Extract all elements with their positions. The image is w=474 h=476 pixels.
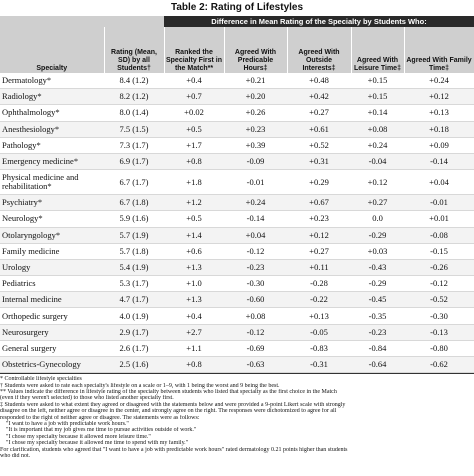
table-row bbox=[0, 211, 474, 227]
table-row bbox=[0, 357, 474, 373]
footnote-line: † Students were asked to rate each specialty's lifestyle on a scale or 1–9, with 1 being the worst and 9 being the best. bbox=[0, 382, 280, 389]
family-time-cell: +0.01 bbox=[404, 211, 474, 227]
footnote-line: * Controllable lifestyle specialties bbox=[0, 376, 82, 383]
leisure-time-cell: -0.29 bbox=[351, 276, 404, 292]
table-row bbox=[0, 259, 474, 275]
table-body bbox=[0, 73, 474, 373]
ranked-first-cell: +0.5 bbox=[164, 121, 224, 137]
ranked-first-cell: +2.7 bbox=[164, 324, 224, 340]
family-time-cell: -0.08 bbox=[404, 227, 474, 243]
footnote-line: "I want to have a job with predictable work hours." bbox=[6, 421, 129, 428]
family-time-cell: +0.18 bbox=[404, 121, 474, 137]
ranked-first-cell: +0.02 bbox=[164, 105, 224, 121]
lifestyle-rating-table bbox=[0, 16, 474, 373]
footnote-line: For clarification, students who agreed that "I want to have a job with predictable work hours" rated dermatology 0.21 points higher than students bbox=[0, 446, 348, 453]
table-row bbox=[0, 308, 474, 324]
leisure-time-cell: +0.03 bbox=[351, 243, 404, 259]
predictable-hours-cell: -0.12 bbox=[224, 324, 287, 340]
table-row bbox=[0, 105, 474, 121]
predictable-hours-cell: +0.26 bbox=[224, 105, 287, 121]
table-row bbox=[0, 195, 474, 211]
table-row bbox=[0, 324, 474, 340]
specialty-cell: Pathology* bbox=[0, 137, 104, 153]
table-row bbox=[0, 340, 474, 356]
rating-cell: 4.0 (1.9) bbox=[104, 308, 164, 324]
column-header-predictable-hours: Agreed With Predicable Hours‡ bbox=[224, 27, 287, 73]
leisure-time-cell: 0.0 bbox=[351, 211, 404, 227]
leisure-time-cell: -0.84 bbox=[351, 340, 404, 356]
column-header-row bbox=[0, 27, 474, 73]
predictable-hours-cell: -0.63 bbox=[224, 357, 287, 373]
outside-interests-cell: -0.22 bbox=[287, 292, 351, 308]
rating-cell: 6.7 (1.7) bbox=[104, 170, 164, 195]
specialty-cell: Pediatrics bbox=[0, 276, 104, 292]
footnote-line: responded to the right of neither agree or disagree. The statements were as follows: bbox=[0, 414, 200, 421]
outside-interests-cell: -0.31 bbox=[287, 357, 351, 373]
outside-interests-cell: +0.11 bbox=[287, 259, 351, 275]
predictable-hours-cell: +0.23 bbox=[224, 121, 287, 137]
family-time-cell: -0.13 bbox=[404, 324, 474, 340]
outside-interests-cell: +0.27 bbox=[287, 243, 351, 259]
group-header-blank bbox=[0, 16, 164, 27]
predictable-hours-cell: -0.12 bbox=[224, 243, 287, 259]
column-header-leisure-time: Agreed With Leisure Time‡ bbox=[351, 27, 404, 73]
outside-interests-cell: +0.29 bbox=[287, 170, 351, 195]
ranked-first-cell: +1.2 bbox=[164, 195, 224, 211]
leisure-time-cell: -0.23 bbox=[351, 324, 404, 340]
leisure-time-cell: +0.15 bbox=[351, 73, 404, 89]
specialty-cell: Family medicine bbox=[0, 243, 104, 259]
table-row bbox=[0, 89, 474, 105]
outside-interests-cell: +0.52 bbox=[287, 137, 351, 153]
specialty-cell: Ophthalmology* bbox=[0, 105, 104, 121]
family-time-cell: -0.80 bbox=[404, 340, 474, 356]
rating-cell: 2.9 (1.7) bbox=[104, 324, 164, 340]
specialty-cell: Emergency medicine* bbox=[0, 153, 104, 169]
predictable-hours-cell: -0.09 bbox=[224, 153, 287, 169]
rating-cell: 2.5 (1.6) bbox=[104, 357, 164, 373]
outside-interests-cell: +0.61 bbox=[287, 121, 351, 137]
ranked-first-cell: +0.8 bbox=[164, 357, 224, 373]
ranked-first-cell: +1.0 bbox=[164, 276, 224, 292]
specialty-cell: Dermatology* bbox=[0, 73, 104, 89]
column-header-family-time: Agreed With Family Time‡ bbox=[404, 27, 474, 73]
predictable-hours-cell: +0.24 bbox=[224, 195, 287, 211]
leisure-time-cell: -0.64 bbox=[351, 357, 404, 373]
family-time-cell: +0.09 bbox=[404, 137, 474, 153]
family-time-cell: -0.30 bbox=[404, 308, 474, 324]
leisure-time-cell: -0.43 bbox=[351, 259, 404, 275]
specialty-cell: Psychiatry* bbox=[0, 195, 104, 211]
table-row bbox=[0, 276, 474, 292]
leisure-time-cell: -0.29 bbox=[351, 227, 404, 243]
outside-interests-cell: +0.31 bbox=[287, 153, 351, 169]
outside-interests-cell: +0.23 bbox=[287, 211, 351, 227]
predictable-hours-cell: +0.21 bbox=[224, 73, 287, 89]
group-header-row bbox=[0, 16, 474, 27]
leisure-time-cell: +0.14 bbox=[351, 105, 404, 121]
ranked-first-cell: +0.7 bbox=[164, 89, 224, 105]
footnotes bbox=[0, 374, 474, 459]
outside-interests-cell: +0.27 bbox=[287, 105, 351, 121]
family-time-cell: +0.04 bbox=[404, 170, 474, 195]
ranked-first-cell: +0.5 bbox=[164, 211, 224, 227]
predictable-hours-cell: +0.08 bbox=[224, 308, 287, 324]
leisure-time-cell: +0.27 bbox=[351, 195, 404, 211]
ranked-first-cell: +0.8 bbox=[164, 153, 224, 169]
specialty-cell: Physical medicine and rehabilitation* bbox=[0, 170, 104, 195]
leisure-time-cell: +0.12 bbox=[351, 170, 404, 195]
leisure-time-cell: -0.04 bbox=[351, 153, 404, 169]
specialty-cell: Orthopedic surgery bbox=[0, 308, 104, 324]
specialty-cell: Obstetrics-Gynecology bbox=[0, 357, 104, 373]
ranked-first-cell: +1.7 bbox=[164, 137, 224, 153]
rating-cell: 8.0 (1.4) bbox=[104, 105, 164, 121]
footnote-line: who did not. bbox=[0, 453, 31, 460]
ranked-first-cell: +1.3 bbox=[164, 292, 224, 308]
rating-cell: 5.4 (1.9) bbox=[104, 259, 164, 275]
specialty-cell: Internal medicine bbox=[0, 292, 104, 308]
predictable-hours-cell: -0.23 bbox=[224, 259, 287, 275]
rating-cell: 7.5 (1.5) bbox=[104, 121, 164, 137]
rating-cell: 7.3 (1.7) bbox=[104, 137, 164, 153]
table-row bbox=[0, 227, 474, 243]
family-time-cell: -0.14 bbox=[404, 153, 474, 169]
family-time-cell: -0.52 bbox=[404, 292, 474, 308]
footnote-line: disagree on the left, neither agree or disagree in the center, and strongly agree on the right. The responses were dichotomized to agree for all bbox=[0, 408, 337, 415]
outside-interests-cell: +0.12 bbox=[287, 227, 351, 243]
family-time-cell: +0.12 bbox=[404, 89, 474, 105]
group-header: Difference in Mean Rating of the Specialty by Students Who: bbox=[164, 16, 474, 27]
specialty-cell: Otolaryngology* bbox=[0, 227, 104, 243]
predictable-hours-cell: -0.01 bbox=[224, 170, 287, 195]
footnote-line: "I chose my specialty because it allowed more leisure time." bbox=[6, 433, 151, 440]
rating-cell: 5.3 (1.7) bbox=[104, 276, 164, 292]
predictable-hours-cell: -0.69 bbox=[224, 340, 287, 356]
column-header-outside-interests: Agreed With Outside Interests‡ bbox=[287, 27, 351, 73]
specialty-cell: Urology bbox=[0, 259, 104, 275]
specialty-cell: Neurology* bbox=[0, 211, 104, 227]
specialty-cell: General surgery bbox=[0, 340, 104, 356]
outside-interests-cell: +0.42 bbox=[287, 89, 351, 105]
table-row bbox=[0, 170, 474, 195]
outside-interests-cell: +0.13 bbox=[287, 308, 351, 324]
predictable-hours-cell: -0.30 bbox=[224, 276, 287, 292]
ranked-first-cell: +0.4 bbox=[164, 308, 224, 324]
outside-interests-cell: -0.83 bbox=[287, 340, 351, 356]
ranked-first-cell: +1.4 bbox=[164, 227, 224, 243]
table-row bbox=[0, 73, 474, 89]
leisure-time-cell: +0.15 bbox=[351, 89, 404, 105]
rating-cell: 8.4 (1.2) bbox=[104, 73, 164, 89]
outside-interests-cell: +0.48 bbox=[287, 73, 351, 89]
rating-cell: 6.7 (1.8) bbox=[104, 195, 164, 211]
specialty-cell: Neurosurgery bbox=[0, 324, 104, 340]
leisure-time-cell: -0.45 bbox=[351, 292, 404, 308]
column-header-ranked-first: Ranked the Specialty First in the Match** bbox=[164, 27, 224, 73]
ranked-first-cell: +0.4 bbox=[164, 73, 224, 89]
footnote-line: "I chose my specialty because it allowed me time to spend with my family." bbox=[6, 440, 189, 447]
column-header-rating: Rating (Mean, SD) by all Students† bbox=[104, 27, 164, 73]
rating-cell: 5.9 (1.6) bbox=[104, 211, 164, 227]
family-time-cell: -0.15 bbox=[404, 243, 474, 259]
rating-cell: 8.2 (1.2) bbox=[104, 89, 164, 105]
table-row bbox=[0, 137, 474, 153]
family-time-cell: -0.12 bbox=[404, 276, 474, 292]
family-time-cell: +0.24 bbox=[404, 73, 474, 89]
rating-cell: 5.7 (1.9) bbox=[104, 227, 164, 243]
predictable-hours-cell: +0.04 bbox=[224, 227, 287, 243]
table-row bbox=[0, 153, 474, 169]
leisure-time-cell: +0.24 bbox=[351, 137, 404, 153]
outside-interests-cell: -0.05 bbox=[287, 324, 351, 340]
table-title: Table 2: Rating of Lifestyles bbox=[170, 2, 304, 13]
ranked-first-cell: +1.3 bbox=[164, 259, 224, 275]
footnote-line: ‡ Students were asked to what extent they agreed or disagreed with the statements below and were provided a 9-point Likert scale with strongly bbox=[0, 401, 346, 408]
table-row bbox=[0, 292, 474, 308]
ranked-first-cell: +1.1 bbox=[164, 340, 224, 356]
rating-cell: 4.7 (1.7) bbox=[104, 292, 164, 308]
family-time-cell: -0.01 bbox=[404, 195, 474, 211]
rating-cell: 6.9 (1.7) bbox=[104, 153, 164, 169]
footnote-line: "It is important that my job gives me time to pursue activities outside of work." bbox=[6, 427, 197, 434]
rating-cell: 5.7 (1.8) bbox=[104, 243, 164, 259]
outside-interests-cell: -0.28 bbox=[287, 276, 351, 292]
predictable-hours-cell: -0.14 bbox=[224, 211, 287, 227]
family-time-cell: -0.26 bbox=[404, 259, 474, 275]
footnote-line: (even if they weren't selected) to those who listed another specialty first. bbox=[0, 395, 174, 402]
rating-cell: 2.6 (1.7) bbox=[104, 340, 164, 356]
leisure-time-cell: -0.35 bbox=[351, 308, 404, 324]
table-row bbox=[0, 121, 474, 137]
specialty-cell: Radiology* bbox=[0, 89, 104, 105]
footnote-line: ** Values indicate the difference in lifestyle rating of the specialty between students who listed that specialty as the first choice in the Match bbox=[0, 389, 337, 395]
outside-interests-cell: +0.67 bbox=[287, 195, 351, 211]
specialty-cell: Anesthesiology* bbox=[0, 121, 104, 137]
ranked-first-cell: +0.6 bbox=[164, 243, 224, 259]
column-header-specialty: Specialty bbox=[0, 27, 104, 73]
predictable-hours-cell: +0.20 bbox=[224, 89, 287, 105]
leisure-time-cell: +0.08 bbox=[351, 121, 404, 137]
family-time-cell: -0.62 bbox=[404, 357, 474, 373]
family-time-cell: +0.13 bbox=[404, 105, 474, 121]
predictable-hours-cell: +0.39 bbox=[224, 137, 287, 153]
predictable-hours-cell: -0.60 bbox=[224, 292, 287, 308]
ranked-first-cell: +1.8 bbox=[164, 170, 224, 195]
table-row bbox=[0, 243, 474, 259]
